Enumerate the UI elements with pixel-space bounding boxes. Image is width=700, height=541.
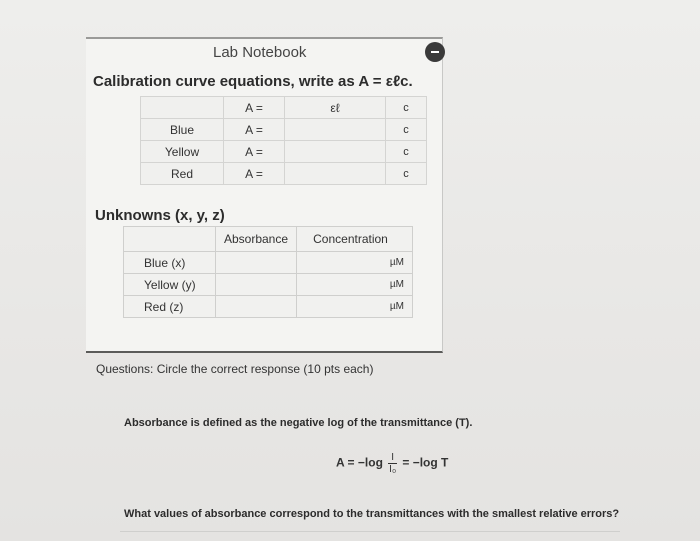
concentration-input[interactable]: µM xyxy=(297,252,413,274)
calibration-table xyxy=(140,96,427,185)
row-label: Blue (x) xyxy=(124,252,216,274)
absorbance-input[interactable] xyxy=(216,252,297,274)
calibration-row-red xyxy=(141,163,427,185)
a-cell: A = xyxy=(224,163,285,185)
el-header: εℓ xyxy=(285,97,386,119)
unknowns-row-blue xyxy=(124,252,413,274)
row-label: Red xyxy=(141,163,224,185)
calibration-heading: Calibration curve equations, write as A = εℓc. xyxy=(93,73,413,90)
absorbance-input[interactable] xyxy=(216,296,297,318)
a-cell: A = xyxy=(224,141,285,163)
absorbance-header: Absorbance xyxy=(216,227,297,252)
unknowns-heading: Unknowns (x, y, z) xyxy=(95,207,225,224)
c-header: c xyxy=(386,97,427,119)
row-label: Blue xyxy=(141,119,224,141)
concentration-input[interactable]: µM xyxy=(297,274,413,296)
row-label: Red (z) xyxy=(124,296,216,318)
a-header: A = xyxy=(224,97,285,119)
questions-instruction: Questions: Circle the correct response (10 pts each) xyxy=(96,362,374,376)
epsilon-l-input[interactable] xyxy=(285,141,386,163)
calibration-row-yellow xyxy=(141,141,427,163)
absorbance-formula xyxy=(336,452,448,475)
collapse-icon[interactable] xyxy=(425,42,445,62)
row-label: Yellow (y) xyxy=(124,274,216,296)
epsilon-l-input[interactable] xyxy=(285,119,386,141)
epsilon-l-input[interactable] xyxy=(285,163,386,185)
concentration-header: Concentration xyxy=(297,227,413,252)
row-label: Yellow xyxy=(141,141,224,163)
divider xyxy=(120,531,620,532)
concentration-input[interactable]: µM xyxy=(297,296,413,318)
c-cell: c xyxy=(386,163,427,185)
unknowns-table xyxy=(123,226,413,318)
formula-fraction xyxy=(388,452,397,475)
fraction-denominator: I₀ xyxy=(389,464,397,475)
a-cell: A = xyxy=(224,119,285,141)
formula-right: = −log T xyxy=(402,455,449,470)
question-text: What values of absorbance correspond to the transmittances with the smallest relative errors? xyxy=(124,508,620,520)
c-cell: c xyxy=(386,141,427,163)
fraction-numerator: I xyxy=(388,452,397,464)
notebook-title: Lab Notebook xyxy=(213,44,307,61)
absorbance-input[interactable] xyxy=(216,274,297,296)
calibration-row-blue xyxy=(141,119,427,141)
unknowns-row-yellow xyxy=(124,274,413,296)
calibration-header-row xyxy=(141,97,427,119)
c-cell: c xyxy=(386,119,427,141)
unknowns-row-red xyxy=(124,296,413,318)
unknowns-header-row xyxy=(124,227,413,252)
formula-left: A = −log xyxy=(336,455,383,470)
absorbance-definition: Absorbance is defined as the negative log of the transmittance (T). xyxy=(124,417,473,429)
